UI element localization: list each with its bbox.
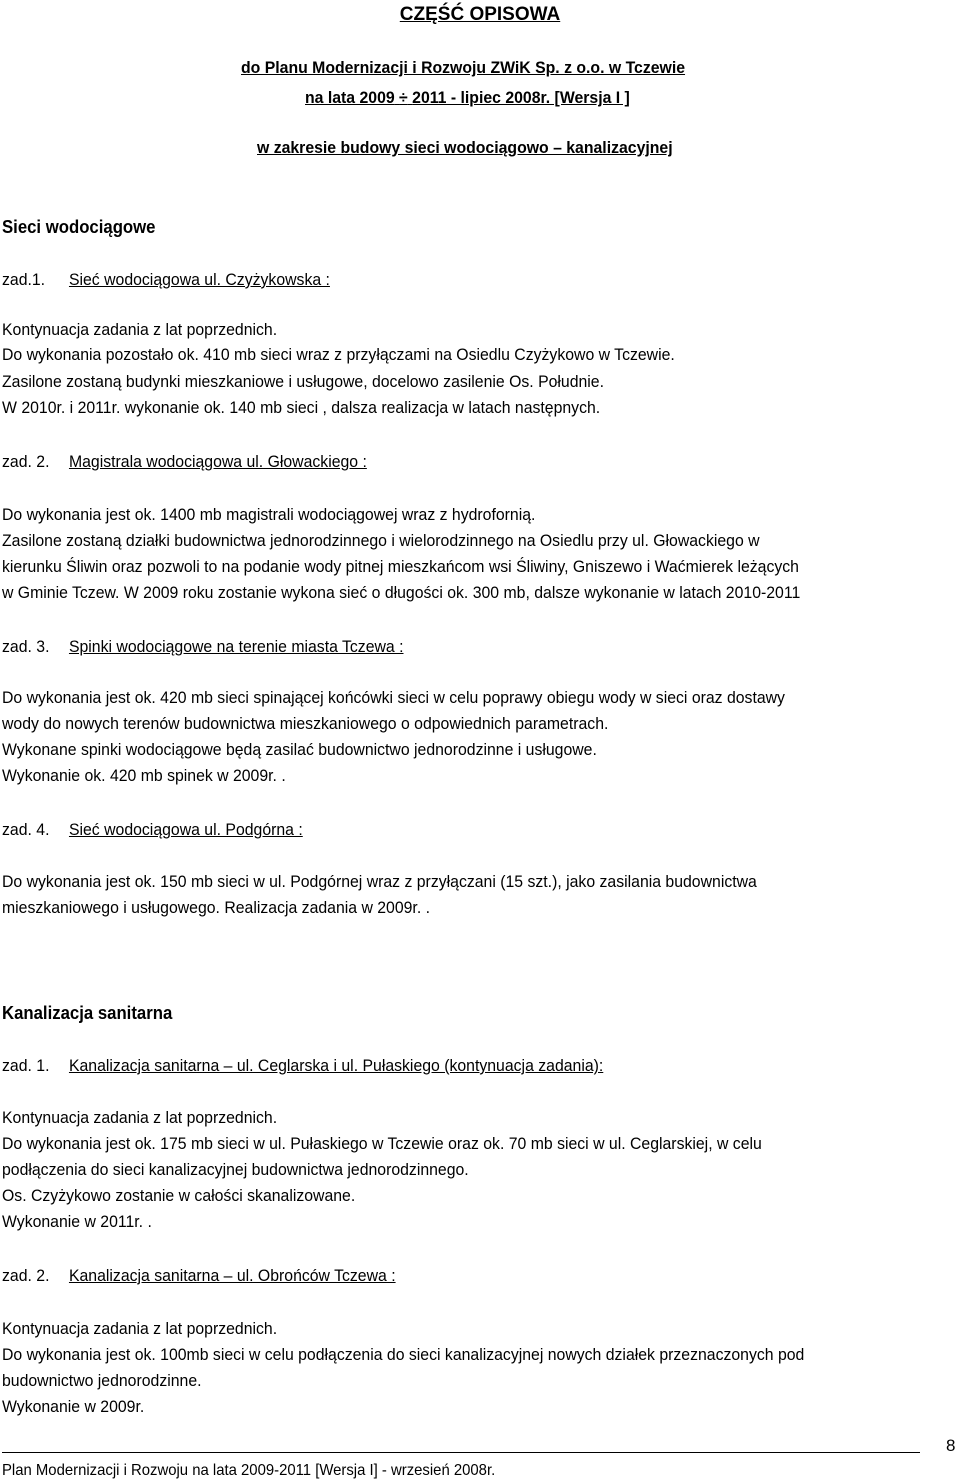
task-water-4-header: [2, 820, 325, 840]
paragraph-line: Wykonane spinki wodociągowe będą zasilać budownictwo jednorodzinne i usługowe.: [2, 740, 597, 759]
paragraph-line: Zasilone zostaną budynki mieszkaniowe i usługowe, docelowo zasilenie Os. Południe.: [2, 372, 605, 391]
section-heading-sewer: Kanalizacja sanitarna: [2, 1003, 173, 1023]
section-heading-water: Sieci wodociągowe: [2, 217, 156, 237]
paragraph-line: Do wykonania jest ok. 420 mb sieci spinającej końcówki sieci w celu poprawy obiegu wody w sieci oraz dostawy: [2, 688, 785, 707]
paragraph-line: Wykonanie w 2011r. .: [2, 1212, 152, 1231]
task-sewer-2-header: [2, 1266, 425, 1286]
paragraph-line: mieszkaniowego i usługowego. Realizacja zadania w 2009r. .: [2, 898, 431, 917]
task-title: Kanalizacja sanitarna – ul. Obrońców Tczewa :: [68, 1266, 396, 1285]
paragraph-line: Do wykonania jest ok. 150 mb sieci w ul. Podgórnej wraz z przyłączani (15 szt.), jako zasilania budownictwa: [2, 872, 757, 891]
task-water-1-header: [2, 270, 355, 290]
task-water-2-header: [2, 452, 394, 472]
task-label: zad. 1.: [2, 1056, 50, 1075]
subtitle-line-3: [0, 138, 960, 158]
document-title: CZĘŚĆ OPISOWA: [399, 4, 561, 25]
task-title: Sieć wodociągowa ul. Czyżykowska :: [68, 270, 330, 289]
paragraph-line: Kontynuacja zadania z lat poprzednich.: [2, 1108, 278, 1127]
paragraph-line: W 2010r. i 2011r. wykonanie ok. 140 mb sieci , dalsza realizacja w latach następnych.: [2, 398, 601, 417]
page-number: 8: [946, 1436, 956, 1455]
task-label: zad. 3.: [2, 637, 50, 656]
task-label: zad.1.: [2, 270, 46, 289]
subtitle-scope: w zakresie budowy sieci wodociągowo – kanalizacyjnej: [256, 138, 673, 157]
task-title: Spinki wodociągowe na terenie miasta Tczewa :: [68, 637, 404, 656]
paragraph-line: Os. Czyżykowo zostanie w całości skanalizowane.: [2, 1186, 356, 1205]
paragraph-line: w Gminie Tczew. W 2009 roku zostanie wykona sieć o długości ok. 300 mb, dalsze wykonanie w latach 2010-2011: [2, 583, 801, 602]
task-title: Magistrala wodociągowa ul. Głowackiego :: [68, 452, 367, 471]
subtitle-line-2: [0, 88, 960, 108]
paragraph-line: budownictwo jednorodzinne.: [2, 1371, 202, 1390]
period-start: na lata 2009: [305, 88, 396, 107]
subtitle-line-1: [0, 58, 960, 78]
subtitle-period: [305, 88, 630, 108]
paragraph-line: Do wykonania jest ok. 1400 mb magistrali wodociągowej wraz z hydrofornią.: [2, 505, 536, 524]
range-symbol: ÷: [399, 88, 409, 107]
paragraph-line: podłączenia do sieci kanalizacyjnej budownictwa jednorodzinnego.: [2, 1160, 469, 1179]
paragraph-line: Do wykonania jest ok. 175 mb sieci w ul. Pułaskiego w Tczewie oraz ok. 70 mb sieci w ul. Ceglarskiej, w celu: [2, 1134, 762, 1153]
paragraph-line: Wykonanie w 2009r.: [2, 1397, 145, 1416]
paragraph-line: Zasilone zostaną działki budownictwa jednorodzinnego i wielorodzinnego na Osiedlu przy ul. Głowackiego w: [2, 531, 760, 550]
footer-text: Plan Modernizacji i Rozwoju na lata 2009-2011 [Wersja I] - wrzesień 2008r.: [2, 1462, 496, 1479]
paragraph-line: Do wykonania pozostało ok. 410 mb sieci wraz z przyłączami na Osiedlu Czyżykowo w Tczewie.: [2, 345, 675, 364]
paragraph-line: Do wykonania jest ok. 100mb sieci w celu podłączenia do sieci kanalizacyjnej nowych działek przeznaczonych pod: [2, 1345, 805, 1364]
task-sewer-1-header: [2, 1056, 649, 1076]
paragraph-line: Kontynuacja zadania z lat poprzednich.: [2, 1319, 278, 1338]
task-label: zad. 2.: [2, 1266, 50, 1285]
footer-rule: [2, 1452, 920, 1453]
task-water-3-header: [2, 637, 434, 657]
task-label: zad. 2.: [2, 452, 50, 471]
paragraph-line: wody do nowych terenów budownictwa mieszkaniowego o odpowiednich parametrach.: [2, 714, 609, 733]
period-end-version: 2011 - lipiec 2008r. [Wersja I ]: [412, 88, 631, 107]
paragraph-line: kierunku Śliwin oraz pozwoli to na podanie wody pitnej mieszkańcom wsi Śliwiny, Gniszewo i Waćmierek leżących: [2, 557, 799, 576]
paragraph-line: Wykonanie ok. 420 mb spinek w 2009r. .: [2, 766, 286, 785]
task-label: zad. 4.: [2, 820, 50, 839]
task-title: Sieć wodociągowa ul. Podgórna :: [68, 820, 303, 839]
paragraph-line: Kontynuacja zadania z lat poprzednich.: [2, 320, 278, 339]
subtitle-plan-name: do Planu Modernizacji i Rozwoju ZWiK Sp. z o.o. w Tczewie: [241, 58, 686, 77]
task-title: Kanalizacja sanitarna – ul. Ceglarska i ul. Pułaskiego (kontynuacja zadania):: [68, 1056, 604, 1075]
